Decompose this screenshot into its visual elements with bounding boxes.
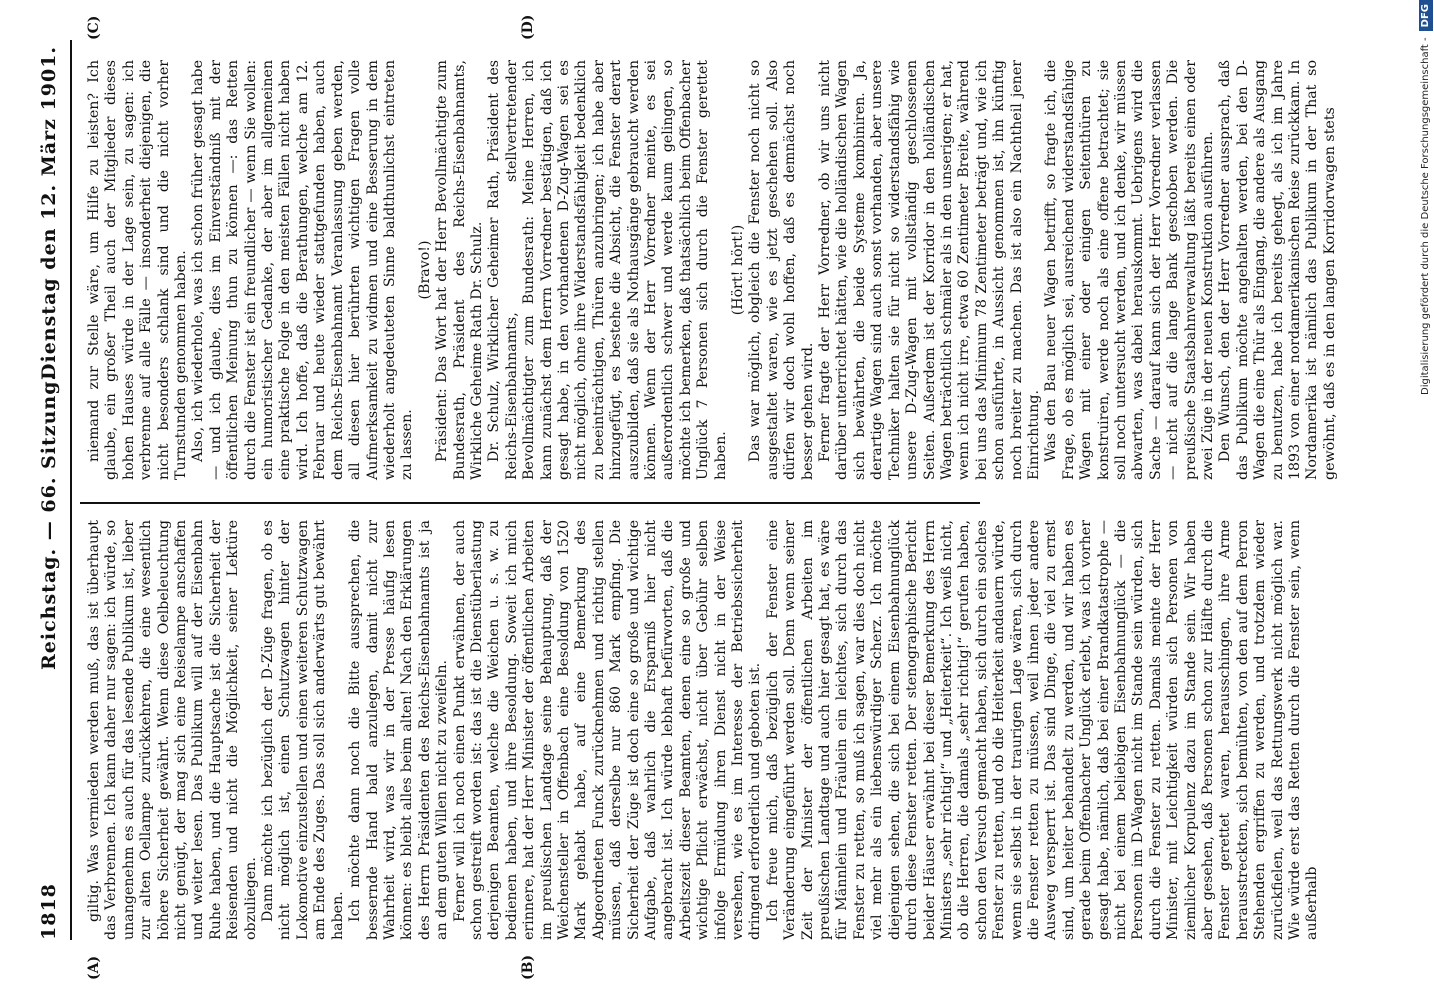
margin-marker-b: (B) [520, 954, 536, 980]
paragraph: Was den Bau neuer Wagen betrifft, so fragte ich, die Frage, ob es möglich sei, ausreichend widerstandsfähige Wagen mit einer oder einigen Seitenthüren zu konstruiren, werde noch als eine offene betrachtet; sie soll noch untersucht werden, und ich denke, wir müssen abwarten, was dabei herauskommt. Uebrigens wird die Sache — darauf kann sich der Herr Vorredner verlassen — nicht auf die lange Bank geschoben werden. Die preußische Staatsbahnverwaltung läßt bereits einen oder zwei Züge in der neuen Konstruktion ausführen. [1043, 60, 1216, 480]
column-divider [80, 502, 980, 504]
paragraph: giltig. Was vermieden werden muß, das ist überhaupt das Verbrennen. Ich kann daher nur sagen: ich würde, so unangenehm es auch für das lesende Publikum ist, lieber zur alten Oellampe zurückkehren, die eine wesentlich höhere Sicherheit gewährt. Wenn diese Oelbeleuchtung nicht genügt, der mag sich eine Reiselampe anschaffen und weiter lesen. Das Publikum will auf der Eisenbahn Ruhe haben, und die Hauptsache ist die Sicherheit der Reisenden und nicht die Möglichkeit, seiner Lektüre obzuliegen. [86, 520, 259, 940]
paragraph: Präsident: Das Wort hat der Herr Bevollmächtigte zum Bundesrath, Präsident des Reichs-Eisenbahnamts, Wirkliche Geheime Rath Dr. Schulz. [434, 60, 485, 480]
paragraph: Ich freue mich, daß bezüglich der Fenster eine Veränderung eingeführt werden soll. Denn wenn seiner Zeit der Minister der öffentlichen Arbeiten im preußischen Landtage und auch hier gesagt hat, es wäre für Männlein und Fräulein ein leichtes, sich durch das Fenster zu retten, so muß ich sagen, war dies doch nicht viel mehr als ein liebenswürdiger Scherz. Ich möchte diejenigen sehen, die sich bei einem Eisenbahnunglück durch diese Fenster retten. Der stenographische Bericht beider Häuser erwähnt bei dieser Bemerkung des Herrn Ministers „sehr richtig!“ und „Heiterkeit“. Ich weiß nicht, ob die Herren, die damals „sehr richtig!“ gerufen haben, schon den Versuch gemacht haben, sich durch ein solches Fenster zu retten, und ob die Heiterkeit andauern würde, wenn sie selbst in der traurigen Lage wären, sich durch die Fenster retten zu müssen, weil ihnen jeder andere Ausweg versperrt ist. Das sind Dinge, die viel zu ernst sind, um heiter behandelt zu werden, und wir haben es gerade beim Offenbacher Unglück erlebt, was ich vorher gesagt habe, nämlich, daß bei einer Brandkatastrophe — nicht bei einem beliebigen Eisenbahnunglück — die Personen im D-Wagen nicht im Stande sein würden, sich durch die Fenster zu retten. Damals meinte der Herr Minister, mit Leichtigkeit würden sich Personen von ziemlicher Korpulenz dazu im Stande sein. Wir haben aber gesehen, daß Personen schon zur Hälfte durch die Fenster gerettet waren, herausschingen, ihre Arme herausstreckten, sich bemühten, von den auf dem Perron Stehenden ergriffen zu werden, und trotzdem wieder zurückfielen, weil das Rettungswerk nicht möglich war. Wie würde erst das Retten durch die Fenster sein, wenn außerhalb [764, 520, 1321, 940]
paragraph: Ich möchte dann noch die Bitte aussprechen, die bessernde Hand bald anzulegen, damit nicht zur Wahrheit wird, was wir in der Presse häufig lesen können: es bleibt alles beim alten! Nach den Erklärungen des Herrn Präsidenten des Reichs-Eisenbahnamts ist ja an dem guten Willen nicht zu zweifeln. [347, 520, 451, 940]
digitization-sidebar [1418, 0, 1434, 1000]
paragraph: Ferner fragte der Herr Vorredner, ob wir uns nicht darüber unterrichtet hätten, wie die holländischen Wagen sich bewährten, die beide Systeme kombiniren. Ja, derartige Wagen sind auch sonst vorhanden, aber unsere Techniker halten sie für nicht so widerstandsfähig wie unsere D-Zug-Wagen mit vollständig geschlossenen Seiten. Außerdem ist der Korridor in den holländischen Wagen beträchtlich schmäler als in den unserigen; er hat, wenn ich nicht irre, etwa 60 Zentimeter Breite, während bei uns das Minimum 78 Zentimeter beträgt und, wie ich schon ausführte, in Aussicht genommen ist, ihn künftig noch breiter zu machen. Das ist also ein Nachtheil jener Einrichtung. [817, 60, 1042, 480]
right-text-column [86, 60, 1338, 480]
margin-marker-a: (A) [86, 955, 102, 980]
paragraph: Dr. Schulz, Wirklicher Geheimer Rath, Präsident des Reichs-Eisenbahnamts, stellvertretender Bevollmächtigter zum Bundesrath: Meine Herren, ich kann zunächst dem Herrn Vorredner bestätigen, daß ich gesagt habe, in den vorhandenen D-Zug-Wagen sei es nicht möglich, ohne ihre Widerstandsfähigkeit bedenklich zu beeinträchtigen, Thüren anzubringen; ich habe aber hinzugefügt, es bestehe die Absicht, die Fenster derart auszubilden, daß sie als Nothausgänge gebraucht werden können. Wenn der Herr Vorredner meinte, es sei außerordentlich schwer und werde kaum gelingen, so möchte ich bemerken, daß thatsächlich beim Offenbacher Unglück 7 Personen sich durch die Fenster gerettet haben. [486, 60, 729, 480]
page-number: 1818 [38, 883, 60, 940]
interjection: (Hört! hört!) [730, 224, 747, 316]
left-text-column [86, 520, 1321, 940]
margin-marker-c: (C) [86, 15, 102, 40]
paragraph: Das war möglich, obgleich die Fenster noch nicht so ausgestaltet waren, wie es jetzt geschehen soll. Also dürfen wir doch wohl hoffen, daß es demnächst noch besser gehen wird. [747, 60, 816, 480]
digitization-notice: Digitalisierung gefördert durch die Deutsche Forschungsgemeinschaft - [1420, 37, 1431, 395]
page-header [30, 40, 72, 940]
dfg-logo: DFG [1419, 0, 1433, 31]
paragraph: niemand zur Stelle wäre, um Hilfe zu leisten? Ich glaube, ein großer Theil auch der Mitglieder dieses hohen Hauses würde in der Lage sein, zu sagen: ich verbrenne auf alle Fälle — insonderheit diejenigen, die nicht besonders schlank sind und die nicht vorher Turnstunden genommen haben. [86, 60, 190, 480]
paragraph: Dann möchte ich bezüglich der D-Züge fragen, ob es nicht möglich ist, einen Schutzwagen hinter der Lokomotive einzustellen und einen weiteren Schutzwagen am Ende des Zuges. Das soll sich anderwärts gut bewährt haben. [260, 520, 346, 940]
paragraph: Den Wunsch, den der Herr Vorredner aussprach, daß das Publikum möchte angehalten werden, bei den D-Wagen die eine Thür als Eingang, die andere als Ausgang zu benutzen, habe ich bereits gehegt, als ich im Jahre 1893 von einer nordamerikanischen Reise zurückkam. In Nordamerika ist nämlich das Publikum in der That so gewöhnt, daß es in den langen Korridorwagen stets [1217, 60, 1338, 480]
session-title: Reichstag. — 66. Sitzung. [38, 372, 60, 670]
paragraph: Ferner will ich noch einen Punkt erwähnen, der auch schon gestreift worden ist: das ist die Dienstüberlastung derjenigen Beamten, welche die Weichen u. s. w. zu bedienen haben, und ihre Besoldung. Soweit ich mich erinnere, hat der Herr Minister der öffentlichen Arbeiten im preußischen Landtage seine Behauptung, daß der Weichensteller in Offenbach eine Besoldung von 1520 Mark gehabt habe, auf eine Bemerkung des Abgeordneten Funck zurücknehmen und richtig stellen müssen, daß derselbe nur 860 Mark empfing. Die Sicherheit der Züge ist doch eine so große und wichtige Aufgabe, daß wahrlich die Ersparniß hier nicht angebracht ist. Ich würde lebhaft befürworten, daß die Arbeitszeit dieser Beamten, denen eine so große und wichtige Pflicht erwächst, nicht über Gebühr selben infolge Ermüdung ihren Dienst nicht in der Weise versehen, wie es im Interesse der Betriebssicherheit dringend erforderlich und geboten ist. [451, 520, 764, 940]
interjection: (Bravo!) [416, 240, 433, 300]
session-date: Dienstag den 12. März 1901. [38, 45, 60, 380]
paragraph: Also, ich wiederhole, was ich schon früher gesagt habe — und ich glaube, dies im Einverständniß mit der öffentlichen Meinung thun zu können —: das Retten durch die Fenster ist ein freundlicher — wenn Sie wollen: ein humoristischer Gedanke, der aber im allgemeinen eine praktische Folge in den meisten Fällen nicht haben wird. Ich hoffe, daß die Berathungen, welche am 12. Februar und heute wieder stattgefunden haben, auch dem Reichs-Eisenbahnamt Veranlassung geben werden, all diesen hier berührten wichtigen Fragen volle Aufmerksamkeit zu widmen und eine Besserung in dem wiederholt angedeuteten Sinne baldthunlichst eintreten zu lassen. [190, 60, 416, 480]
margin-marker-d: (D) [520, 14, 536, 40]
